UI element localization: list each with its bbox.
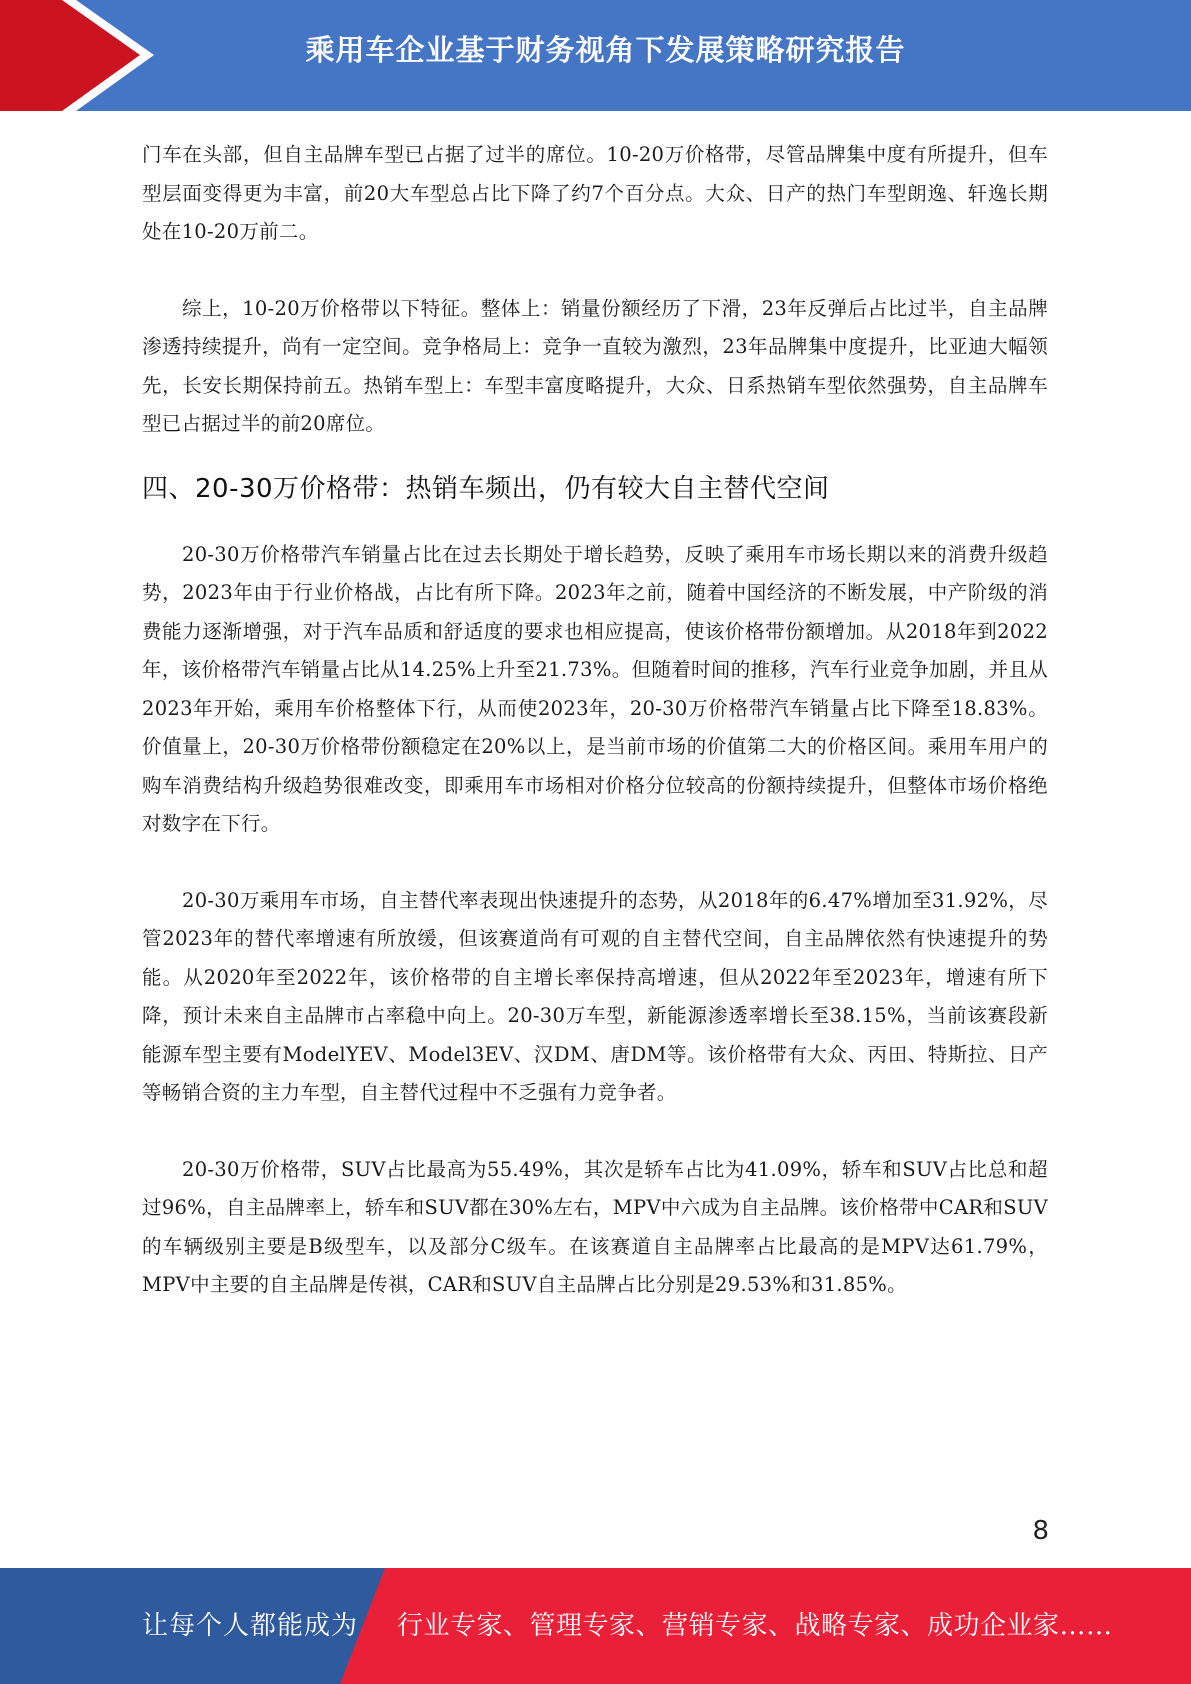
page-footer <box>0 1568 1191 1684</box>
page-header <box>0 0 1191 111</box>
paragraph-continuation: 门车在头部，但自主品牌车型已占据了过半的席位。10-20万价格带，尽管品牌集中度有所提升，但车型层面变得更为丰富，前20大车型总占比下降了约7个百分点。大众、日产的热门车型朗逸、轩逸长期处在10-20万前二。 <box>142 143 1048 243</box>
footer-slogan-right: 行业专家、管理专家、营销专家、战略专家、成功企业家…… <box>397 1611 1113 1641</box>
report-title: 乘用车企业基于财务视角下发展策略研究报告 <box>305 33 906 67</box>
paragraph-market-share: 20-30万价格带汽车销量占比在过去长期处于增长趋势，反映了乘用车市场长期以来的消费升级趋势，2023年由于行业价格战，占比有所下降。2023年之前，随着中国经济的不断发展，中产阶级的消费能力逐渐增强，对于汽车品质和舒适度的要求也相应提高，使该价格带份额增加。从2018年到2022年，该价格带汽车销量占比从14.25%上升至21.73%。但随着时间的推移，汽车行业竞争加剧，并且从2023年开始，乘用车价格整体下行，从而使2023年，20-30万价格带汽车销量占比下降至18.83%。价值量上，20-30万价格带份额稳定在20%以上，是当前市场的价值第二大的价格区间。乘用车用户的购车消费结构升级趋势很难改变，即乘用车市场相对价格分位较高的份额持续提升，但整体市场价格绝对数字在下行。 <box>142 542 1048 835</box>
footer-slogan-left: 让每个人都能成为 <box>142 1611 359 1641</box>
paragraph-summary: 综上，10-20万价格带以下特征。整体上：销量份额经历了下滑，23年反弹后占比过半，自主品牌渗透持续提升，尚有一定空间。竞争格局上：竞争一直较为激烈，23年品牌集中度提升，比亚迪大幅领先，长安长期保持前五。热销车型上：车型丰富度略提升，大众、日系热销车型依然强势，自主品牌车型已占据过半的前20席位。 <box>142 296 1048 435</box>
section-heading: 四、20-30万价格带：热销车频出，仍有较大自主替代空间 <box>142 473 830 504</box>
page-number: 8 <box>1032 1516 1049 1546</box>
paragraph-vehicle-mix: 20-30万价格带，SUV占比最高为55.49%，其次是轿车占比为41.09%，轿车和SUV占比总和超过96%，自主品牌率上，轿车和SUV都在30%左右，MPV中六成为自主品牌。该价格带中CAR和SUV的车辆级别主要是B级型车，以及部分C级车。在该赛道自主品牌率占比最高的是MPV达61.79%，MPV中主要的自主品牌是传祺，CAR和SUV自主品牌占比分别是29.53%和31.85%。 <box>142 1157 1048 1296</box>
paragraph-substitution: 20-30万乘用车市场，自主替代率表现出快速提升的态势，从2018年的6.47%增加至31.92%，尽管2023年的替代率增速有所放缓，但该赛道尚有可观的自主替代空间，自主品牌依然有快速提升的势能。从2020年至2022年，该价格带的自主增长率保持高增速，但从2022年至2023年，增速有所下降，预计未来自主品牌市占率稳中向上。20-30万车型，新能源渗透率增长至38.15%，当前该赛段新能源车型主要有ModelYEV、Model3EV、汉DM、唐DM等。该价格带有大众、丙田、特斯拉、日产等畅销合资的主力车型，自主替代过程中不乏强有力竞争者。 <box>142 888 1048 1104</box>
main-content <box>142 136 1048 1305</box>
header-chevron-decoration <box>0 0 160 111</box>
